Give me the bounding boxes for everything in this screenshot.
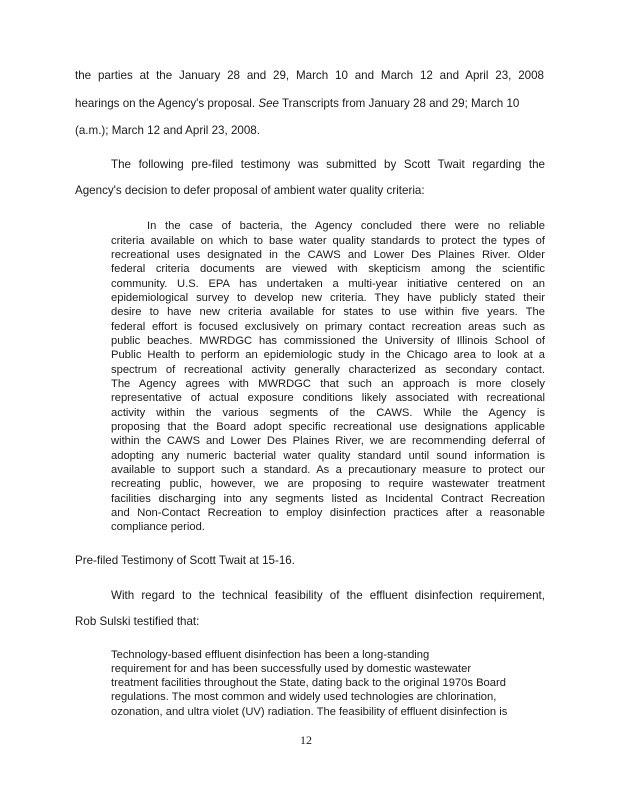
quote-line: compliance period. [111,521,205,533]
quote-line: federal effort is focused exclusively on primary contact recreation areas such as [111,321,545,333]
quote-line: desire to have new criteria available for states to use within five years. The [111,306,545,318]
text-span: hearings on the Agency's proposal. [75,97,256,110]
quote-line: public beaches. MWRDGC has commissioned the University of Illinois School of [111,335,545,347]
quote-line: The Agency agrees with MWRDGC that such an approach is more closely [111,378,545,390]
text-line: the parties at the January 28 and 29, March 10 and March 12 and April 23, 2008 [75,69,544,82]
text-line [75,97,519,111]
quote-line: criteria available on which to base water quality standards to protect the types of [111,235,545,247]
quote-line: community. U.S. EPA has undertaken a multi-year initiative centered on an [111,278,545,290]
text-line: Rob Sulski testified that: [75,615,200,628]
text-line: Agency's decision to defer proposal of ambient water quality criteria: [75,184,425,197]
quote-line: In the case of bacteria, the Agency concluded there were no reliable [147,220,545,232]
quote-line: Public Health to perform an epidemiologic study in the Chicago area to look at a [111,349,545,361]
quote-line: regulations. The most common and widely used technologies are chlorination, [111,691,497,703]
text-line: (a.m.); March 12 and April 23, 2008. [75,124,260,137]
quote-line: facilities discharging into any segments listed as Incidental Contract Recreation [111,493,545,505]
quote-line: ozonation, and ultra violet (UV) radiation. The feasibility of effluent disinfection is [111,706,508,718]
quote-line: federal criteria documents are viewed with skepticism among the scientific [111,263,545,275]
quote-line: proposing that the Board adopt specific recreational use designations applicable [111,421,545,433]
quote-line: requirement for and has been successfully used by domestic wastewater [111,663,472,675]
signal-see: See [258,97,279,110]
text-span: Transcripts from January 28 and 29; March 10 [278,97,520,110]
quote-line: within the CAWS and Lower Des Plaines River, we are recommending deferral of [111,435,545,447]
quote-line: Technology-based effluent disinfection has been a long-standing [111,649,430,661]
quote-line: adopting any numeric bacterial water quality standard until sound information is [111,450,545,462]
quote-line: activity within the various segments of the CAWS. While the Agency is [111,407,545,419]
quote-line: representative of actual exposure conditions likely associated with recreational [111,392,545,404]
page-number: 12 [300,733,312,747]
citation-twait: Pre-filed Testimony of Scott Twait at 15-16. [75,554,295,567]
quote-line: treatment facilities throughout the State, dating back to the original 1970s Board [111,677,506,689]
quote-line: available to support such a standard. As a precautionary measure to protect our [111,464,545,476]
quote-line: epidemiological survey to develop new criteria. They have publicly stated their [111,292,545,304]
text-line: With regard to the technical feasibility of the effluent disinfection requirement, [111,589,545,602]
quote-line: recreating public, however, we are proposing to require wastewater treatment [111,478,545,490]
quote-line: and Non-Contact Recreation to employ disinfection practices after a reasonable [111,507,545,519]
quote-line: spectrum of recreational activity generally characterized as secondary contact. [111,364,545,376]
quote-line: recreational uses designated in the CAWS and Lower Des Plaines River. Older [111,249,545,261]
text-line: The following pre-filed testimony was submitted by Scott Twait regarding the [111,158,545,171]
